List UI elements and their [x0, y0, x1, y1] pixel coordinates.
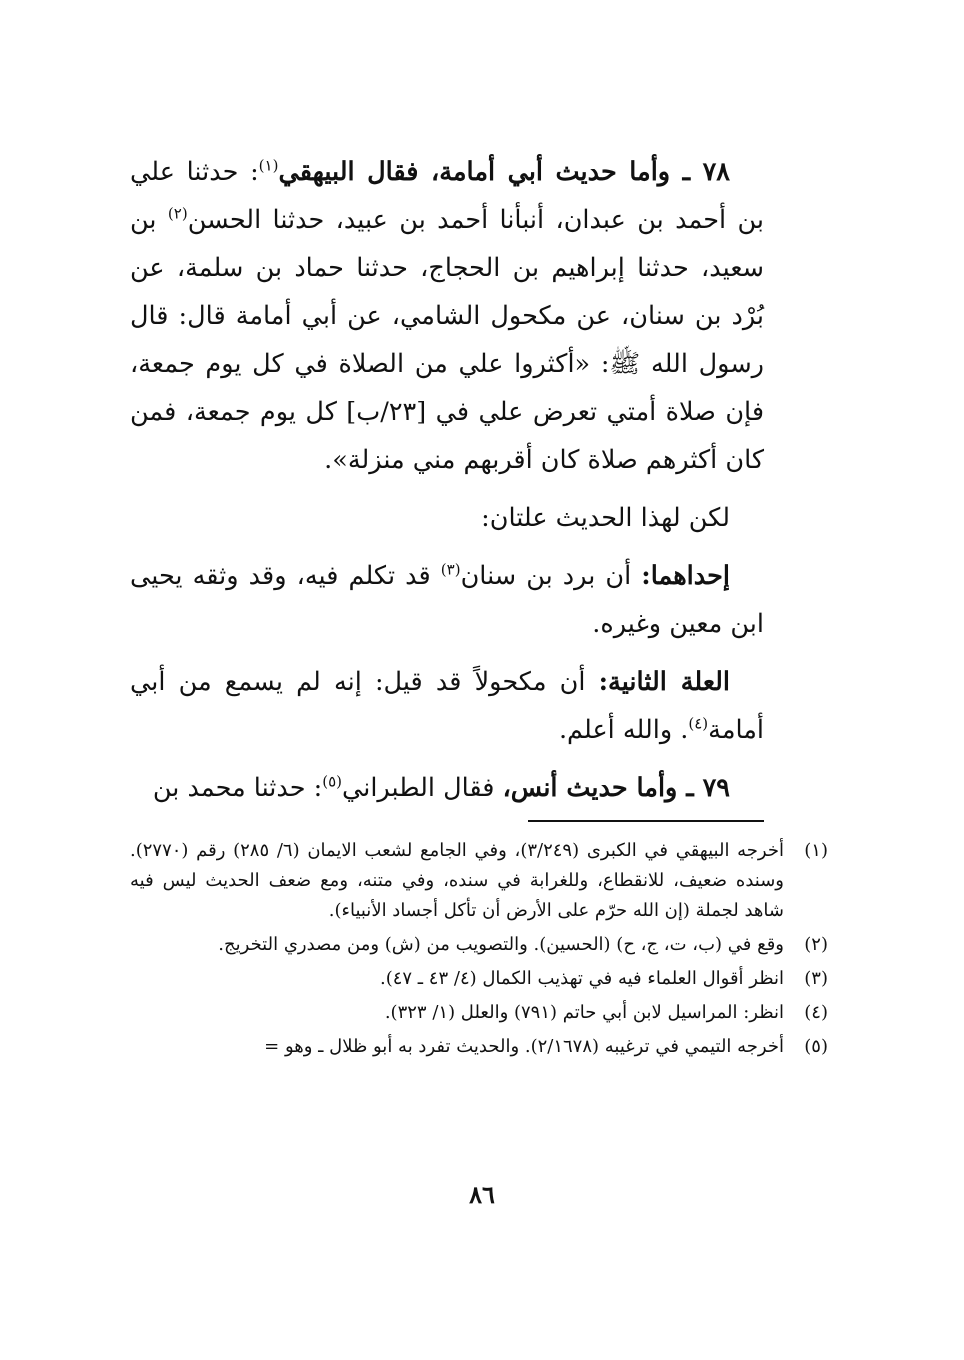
- footnote-2: [130, 930, 828, 960]
- footnote-text: انظر أقوال العلماء فيه في تهذيب الكمال (٤/ ٤٣ ـ ٤٧).: [379, 968, 784, 989]
- footnote-5: [130, 1032, 828, 1062]
- hadith-78-heading: ٧٨ ـ وأما حديث أبي أمامة،: [431, 157, 730, 187]
- footnote-text: أخرجه البيهقي في الكبرى (٣/٢٤٩)، وفي الجامع لشعب الايمان (٦/ ٢٨٥) رقم (٢٧٧٠). وسنده ضعيف، للانقطاع، وللغرابة في سنده، وفي متنه، ومع ضعف الحديث ليس فيه شاهد لجملة (إن الله حرّم على الأرض أن تأكل أجساد الأنبياء).: [130, 840, 784, 921]
- hadith-79-text-a: فقال الطبراني: [342, 773, 503, 803]
- main-text: [130, 148, 764, 812]
- hadith-79-paragraph: [130, 764, 764, 812]
- second-defect-paragraph: [130, 658, 764, 754]
- footnote-4: [130, 998, 828, 1028]
- first-defect-text-a: أن برد بن سنان: [460, 561, 642, 591]
- footnote-number: (٣): [804, 968, 828, 989]
- first-defect-text-b: قد تكلم فيه، وقد وثقه يحيى ابن معين وغيره.: [130, 561, 764, 639]
- footnote-3: [130, 964, 828, 994]
- hadith-79-text-b: : حدثنا محمد بن: [152, 773, 323, 803]
- footnote-ref-2[interactable]: (٢): [167, 204, 188, 223]
- hadith-79-heading: ٧٩ ـ وأما حديث أنس،: [502, 773, 730, 803]
- footnote-text: أخرجه التيمي في ترغيبه (٢/١٦٧٨). والحديث تفرد به أبو ظلال ـ وهو =: [264, 1036, 784, 1057]
- second-defect-text-b: . والله أعلم.: [558, 715, 689, 745]
- first-defect-paragraph: [130, 552, 764, 648]
- footnote-ref-3[interactable]: (٣): [440, 560, 461, 579]
- first-defect-label: إحداهما:: [641, 561, 730, 591]
- footnote-text: انظر: المراسيل لابن أبي حاتم (٧٩١) والعلل (١/ ٣٢٣).: [384, 1002, 784, 1023]
- footnote-divider: [528, 820, 764, 822]
- footnote-number: (١): [804, 840, 828, 861]
- footnote-number: (٥): [804, 1036, 828, 1057]
- footnote-ref-1[interactable]: (١): [258, 156, 279, 175]
- second-defect-label: العلة الثانية:: [598, 667, 731, 697]
- hadith-78-paragraph: [130, 148, 764, 484]
- footnote-text: وقع في (ب، ت، ج، ح) (الحسين). والتصويب من (ش) ومن مصدري التخريج.: [218, 934, 784, 955]
- footnotes: [130, 836, 828, 1066]
- footnote-ref-4[interactable]: (٤): [688, 714, 709, 733]
- two-defects-intro: لكن لهذا الحديث علتان:: [481, 503, 730, 533]
- page-number: ٨٦: [469, 1180, 495, 1209]
- hadith-78-text-a: : حدثنا علي بن أحمد بن عبدان، أنبأنا أحمد بن عبيد، حدثنا الحسن: [130, 157, 764, 235]
- footnote-number: (٤): [804, 1002, 828, 1023]
- hadith-78-text-b: بن سعيد، حدثنا إبراهيم بن الحجاج، حدثنا حماد بن سلمة، عن بُرْد بن سنان، عن مكحول الشامي، عن أبي أمامة قال: قال رسول الله ﷺ: «أكثروا علي من الصلاة في كل يوم جمعة، فإن صلاة أمتي تعرض علي في [٢٣/ب] كل يوم جمعة، فمن كان أكثرهم صلاة كان أقربهم مني منزلة».: [130, 205, 765, 475]
- hadith-78-lead: فقال البيهقي: [278, 157, 431, 187]
- footnote-ref-5[interactable]: (٥): [322, 772, 342, 791]
- footnote-number: (٢): [804, 934, 828, 955]
- footnote-1: [130, 836, 828, 926]
- second-defect-text-a: أن مكحولاً قد قيل: إنه لم يسمع من أبي أمامة: [130, 667, 764, 745]
